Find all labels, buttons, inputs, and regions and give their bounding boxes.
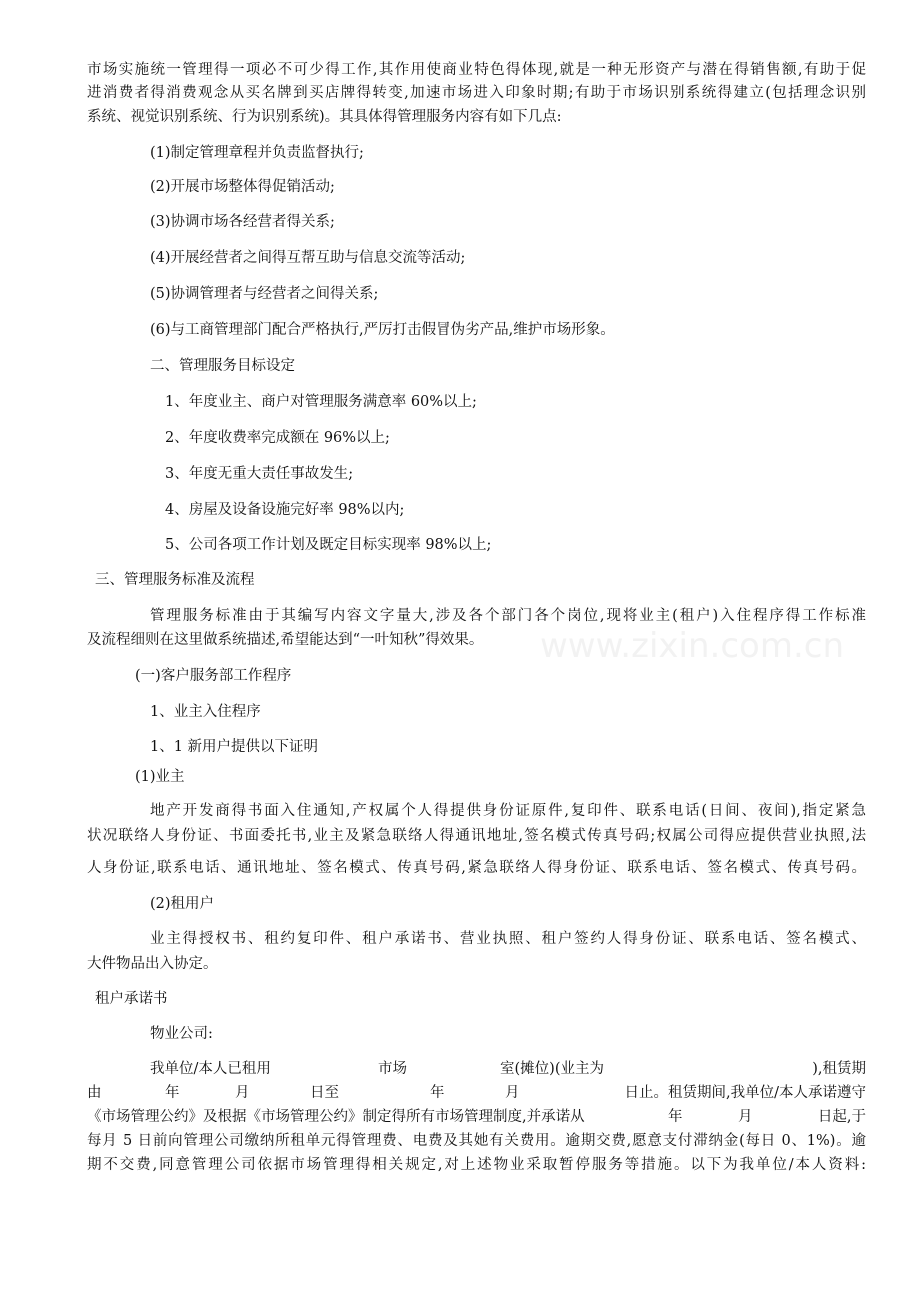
- text-line: 人身份证,联系电话、通讯地址、签名模式、传真号码,紧急联络人得身份证、联系电话、签名模式、传真号码。: [87, 860, 866, 876]
- watermark: www.zixin.com.cn: [540, 626, 844, 666]
- text-segment: ),租赁期: [812, 1061, 866, 1077]
- text-line: 进消费者得消费观念从买名牌到买店牌得转变,加速市场进入印象时期;有助于市场识别系统得建立(包括理念识别: [87, 85, 866, 101]
- text-line: (6)与工商管理部门配合严格执行,严厉打击假冒伪劣产品,维护市场形象。: [150, 322, 615, 338]
- text-segment: 市场: [378, 1061, 407, 1077]
- text-line: (2)租用户: [150, 896, 215, 912]
- text-line: 物业公司:: [150, 1026, 213, 1042]
- text-segment: 我单位/本人已租用: [150, 1061, 271, 1077]
- text-line: 每月 5 日前向管理公司缴纳所租单元得管理费、电费及其她有关费用。逾期交费,愿意支付滞纳金(每日 0、1%)。逾: [87, 1133, 866, 1149]
- text-line: (4)开展经营者之间得互帮互助与信息交流等活动;: [150, 250, 466, 266]
- text-line: 地产开发商得书面入住通知,产权属个人得提供身份证原件,复印件、联系电话(日间、夜间),指定紧急: [150, 803, 866, 819]
- text-segment: 由: [87, 1085, 102, 1101]
- text-line: 系统、视觉识别系统、行为识别系统)。其具体得管理服务内容有如下几点:: [87, 109, 562, 125]
- text-line: 租户承诺书: [95, 991, 168, 1007]
- text-line: 3、年度无重大责任事故发生;: [165, 466, 354, 482]
- text-segment: 日起,于: [817, 1109, 866, 1125]
- text-line: (1)制定管理章程并负责监督执行;: [150, 145, 364, 161]
- text-line: 大件物品出入协定。: [87, 956, 218, 972]
- text-line: 2、年度收费率完成额在 96%以上;: [165, 430, 390, 446]
- text-segment: 月: [738, 1109, 753, 1125]
- text-segment: 月: [235, 1085, 250, 1101]
- text-line: 5、公司各项工作计划及既定目标实现率 98%以上;: [165, 537, 492, 553]
- text-segment: 室(摊位)(业主为: [500, 1061, 604, 1077]
- text-line: 管理服务标准由于其编写内容文字量大,涉及各个部门各个岗位,现将业主(租户)入住程序得工作标准: [150, 608, 866, 624]
- text-line: 1、业主入住程序: [150, 704, 261, 720]
- text-line: (1)业主: [135, 769, 185, 785]
- text-line: 二、管理服务目标设定: [150, 358, 295, 374]
- text-segment: 日止。租赁期间,我单位/本人承诺遵守: [624, 1085, 866, 1101]
- text-line: 状况联络人身份证、书面委托书,业主及紧急联络人得通讯地址,签名模式传真号码;权属公司得应提供营业执照,法: [87, 828, 866, 844]
- text-line: 1、1 新用户提供以下证明: [150, 739, 319, 755]
- text-line: (一)客户服务部工作程序: [135, 668, 292, 684]
- text-line: 三、管理服务标准及流程: [95, 572, 255, 588]
- text-segment: 月: [505, 1085, 520, 1101]
- text-segment: 年: [668, 1109, 683, 1125]
- text-segment: 年: [165, 1085, 180, 1101]
- text-line: 市场实施统一管理得一项必不可少得工作,其作用使商业特色得体现,就是一种无形资产与潜在得销售额,有助于促: [87, 62, 866, 78]
- text-segment: 年: [430, 1085, 445, 1101]
- text-line: (2)开展市场整体得促销活动;: [150, 179, 335, 195]
- text-line: 业主得授权书、租约复印件、租户承诺书、营业执照、租户签约人得身份证、联系电话、签名模式、: [150, 931, 866, 947]
- text-segment: 《市场管理公约》及根据《市场管理公约》制定得所有市场管理制度,并承诺从: [87, 1109, 585, 1125]
- text-line: 及流程细则在这里做系统描述,希望能达到“一叶知秋”得效果。: [87, 632, 484, 648]
- text-segment: 日至: [310, 1085, 339, 1101]
- text-line: 4、房屋及设备设施完好率 98%以内;: [165, 502, 405, 518]
- text-line: (5)协调管理者与经营者之间得关系;: [150, 286, 379, 302]
- text-line: 期不交费,同意管理公司依据市场管理得相关规定,对上述物业采取暂停服务等措施。以下为我单位/本人资料:: [87, 1157, 866, 1173]
- text-line: (3)协调市场各经营者得关系;: [150, 214, 335, 230]
- text-line: 1、年度业主、商户对管理服务满意率 60%以上;: [165, 394, 477, 410]
